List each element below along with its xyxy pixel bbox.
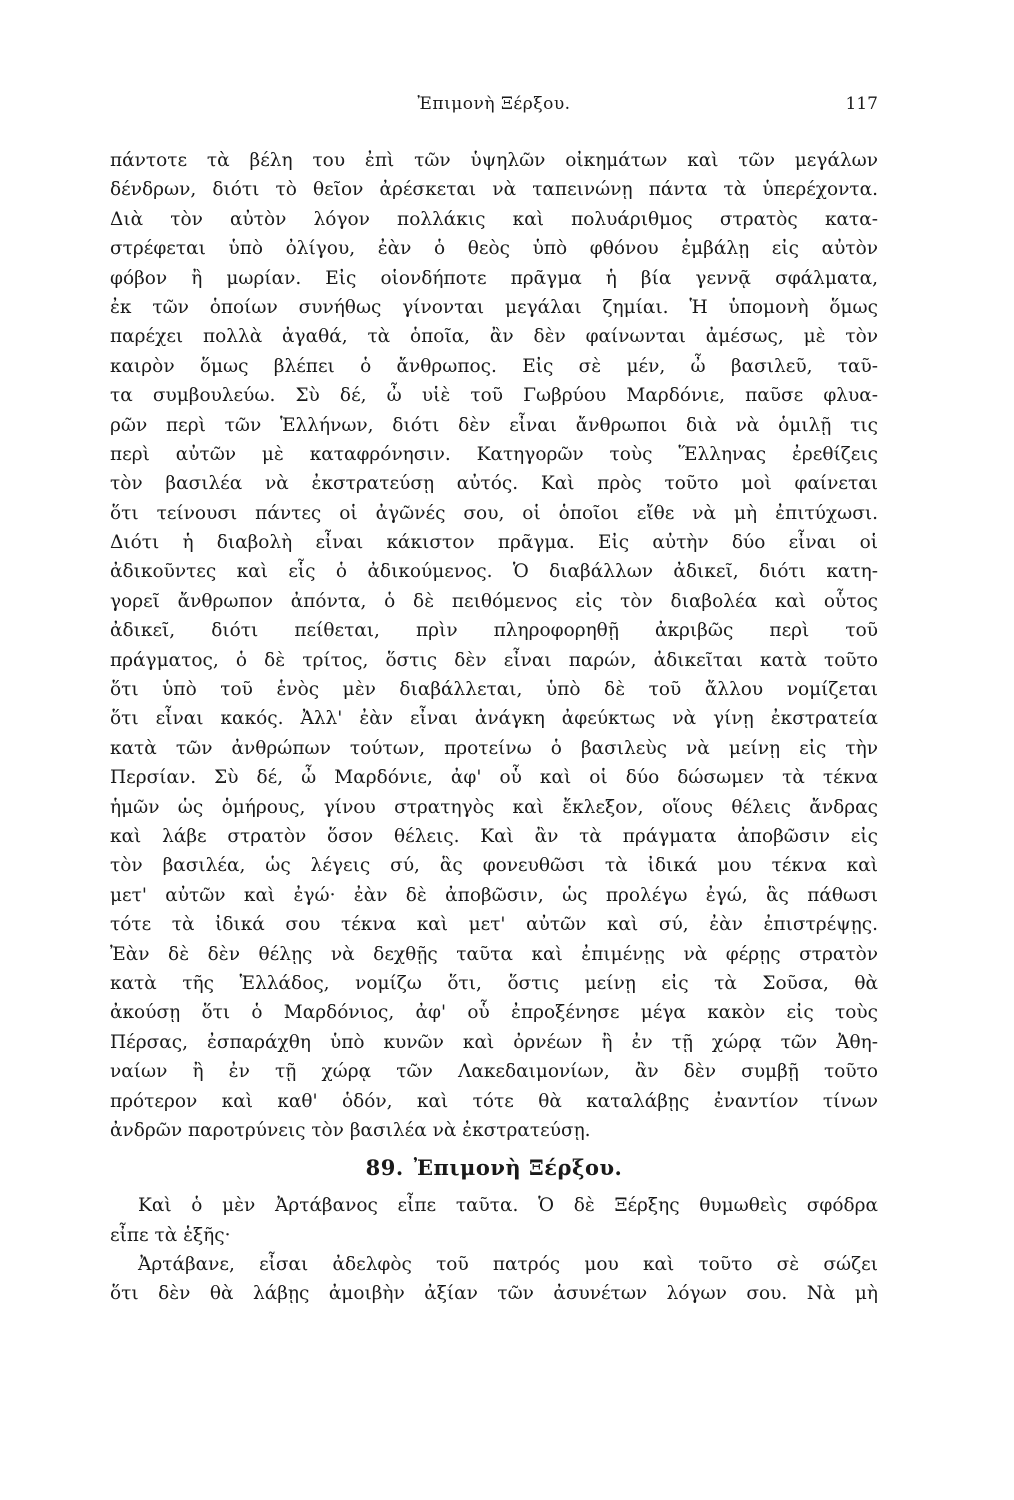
text-line: Ἐὰν δὲ δὲν θέλῃς νὰ δεχθῇς ταῦτα καὶ ἐπιμένῃς νὰ φέρῃς στρατὸν: [110, 943, 878, 965]
text-line: Ἀρτάβανε, εἶσαι ἀδελφὸς τοῦ πατρός μου καὶ τοῦτο σὲ σώζει: [138, 1254, 878, 1276]
body-text: [110, 146, 878, 1309]
text-line: Καὶ ὁ μὲν Ἀρτάβανος εἶπε ταῦτα. Ὁ δὲ Ξέρξης θυμωθεὶς σφόδρα: [138, 1195, 878, 1217]
text-line: ὅτι ὑπὸ τοῦ ἑνὸς μὲν διαβάλλεται, ὑπὸ δὲ τοῦ ἄλλου νομίζεται: [110, 679, 878, 701]
running-title: Ἐπιμονὴ Ξέρξου.: [417, 94, 571, 114]
page-number: 117: [845, 94, 878, 114]
text-line: Πέρσας, ἐσπαράχθη ὑπὸ κυνῶν καὶ ὀρνέων ἢ ἐν τῇ χώρᾳ τῶν Ἀθη-: [110, 1031, 878, 1053]
text-line: ἀκούσῃ ὅτι ὁ Μαρδόνιος, ἀφ' οὗ ἐπροξένησε μέγα κακὸν εἰς τοὺς: [110, 1002, 878, 1024]
running-head: [110, 94, 878, 124]
text-line: τα συμβουλεύω. Σὺ δέ, ὦ υἱὲ τοῦ Γωβρύου Μαρδόνιε, παῦσε φλυα-: [110, 385, 878, 407]
text-line: παρέχει πολλὰ ἀγαθά, τὰ ὁποῖα, ἂν δὲν φαίνωνται ἀμέσως, μὲ τὸν: [110, 326, 878, 348]
text-line: κατὰ τῆς Ἑλλάδος, νομίζω ὅτι, ὅστις μείνῃ εἰς τὰ Σοῦσα, θὰ: [110, 972, 878, 994]
section-number: 89.: [365, 1155, 404, 1181]
text-line: ἡμῶν ὡς ὁμήρους, γίνου στρατηγὸς καὶ ἔκλεξον, οἵους θέλεις ἄνδρας: [110, 796, 878, 818]
text-line: καιρὸν ὅμως βλέπει ὁ ἄνθρωπος. Εἰς σὲ μέν, ὦ βασιλεῦ, ταῦ-: [110, 355, 878, 377]
text-line: δένδρων, διότι τὸ θεῖον ἀρέσκεται νὰ ταπεινώνῃ πάντα τὰ ὑπερέχοντα.: [110, 179, 878, 201]
text-line: ἀδικοῦντες καὶ εἷς ὁ ἀδικούμενος. Ὁ διαβάλλων ἀδικεῖ, διότι κατη-: [110, 561, 878, 583]
text-line: ἐκ τῶν ὁποίων συνήθως γίνονται μεγάλαι ζημίαι. Ἡ ὑπομονὴ ὅμως: [110, 296, 878, 318]
text-line: Διὰ τὸν αὐτὸν λόγον πολλάκις καὶ πολυάριθμος στρατὸς κατα-: [110, 208, 878, 230]
text-line: πρότερον καὶ καθ' ὁδόν, καὶ τότε θὰ καταλάβῃς ἐναντίον τίνων: [110, 1090, 878, 1112]
text-line: Διότι ἡ διαβολὴ εἶναι κάκιστον πρᾶγμα. Εἰς αὐτὴν δύο εἶναι οἱ: [110, 532, 878, 554]
text-line: ἀνδρῶν παροτρύνεις τὸν βασιλέα νὰ ἐκστρατεύσῃ.: [110, 1119, 591, 1141]
text-line: ὅτι εἶναι κακός. Ἀλλ' ἐὰν εἶναι ἀνάγκη ἀφεύκτως νὰ γίνῃ ἐκστρατεία: [110, 708, 878, 730]
text-line: εἶπε τὰ ἑξῆς·: [110, 1224, 231, 1246]
text-line: ναίων ἢ ἐν τῇ χώρᾳ τῶν Λακεδαιμονίων, ἂν δὲν συμβῇ τοῦτο: [110, 1061, 878, 1083]
text-line: γορεῖ ἄνθρωπον ἀπόντα, ὁ δὲ πειθόμενος εἰς τὸν διαβολέα καὶ οὗτος: [110, 590, 878, 612]
text-line: φόβον ἢ μωρίαν. Εἰς οἱονδήποτε πρᾶγμα ἡ βία γεννᾷ σφάλματα,: [110, 267, 878, 289]
text-line: τότε τὰ ἰδικά σου τέκνα καὶ μετ' αὐτῶν καὶ σύ, ἐὰν ἐπιστρέψῃς.: [110, 914, 878, 936]
text-line: στρέφεται ὑπὸ ὀλίγου, ἐὰν ὁ θεὸς ὑπὸ φθόνου ἐμβάλῃ εἰς αὐτὸν: [110, 238, 878, 260]
text-line: ἀδικεῖ, διότι πείθεται, πρὶν πληροφορηθῇ ἀκριβῶς περὶ τοῦ: [110, 620, 878, 642]
text-line: ρῶν περὶ τῶν Ἑλλήνων, διότι δὲν εἶναι ἄνθρωποι διὰ νὰ ὁμιλῇ τις: [110, 414, 878, 436]
text-line: Περσίαν. Σὺ δέ, ὦ Μαρδόνιε, ἀφ' οὗ καὶ οἱ δύο δώσωμεν τὰ τέκνα: [110, 767, 878, 789]
text-line: ὅτι τείνουσι πάντες οἱ ἀγῶνές σου, οἱ ὁποῖοι εἴθε νὰ μὴ ἐπιτύχωσι.: [110, 502, 878, 524]
text-line: τὸν βασιλέα, ὡς λέγεις σύ, ἃς φονευθῶσι τὰ ἰδικά μου τέκνα καὶ: [110, 855, 878, 877]
text-line: μετ' αὐτῶν καὶ ἐγώ· ἐὰν δὲ ἀποβῶσιν, ὡς προλέγω ἐγώ, ἃς πάθωσι: [110, 884, 878, 906]
text-line: τὸν βασιλέα νὰ ἐκστρατεύσῃ αὐτός. Καὶ πρὸς τοῦτο μοὶ φαίνεται: [110, 473, 878, 495]
text-line: καὶ λάβε στρατὸν ὅσον θέλεις. Καὶ ἂν τὰ πράγματα ἀποβῶσιν εἰς: [110, 825, 878, 847]
text-line: ὅτι δὲν θὰ λάβῃς ἀμοιβὴν ἀξίαν τῶν ἀσυνέτων λόγων σου. Νὰ μὴ: [110, 1283, 878, 1305]
section-heading: [110, 1145, 878, 1191]
text-line: περὶ αὐτῶν μὲ καταφρόνησιν. Κατηγορῶν τοὺς Ἕλληνας ἐρεθίζεις: [110, 443, 878, 465]
text-line: πράγματος, ὁ δὲ τρίτος, ὅστις δὲν εἶναι παρών, ἀδικεῖται κατὰ τοῦτο: [110, 649, 878, 671]
text-line: κατὰ τῶν ἀνθρώπων τούτων, προτείνω ὁ βασιλεὺς νὰ μείνῃ εἰς τὴν: [110, 737, 878, 759]
section-title: Ἐπιμονὴ Ξέρξου.: [413, 1155, 623, 1181]
text-line: πάντοτε τὰ βέλη του ἐπὶ τῶν ὑψηλῶν οἰκημάτων καὶ τῶν μεγάλων: [110, 150, 878, 171]
